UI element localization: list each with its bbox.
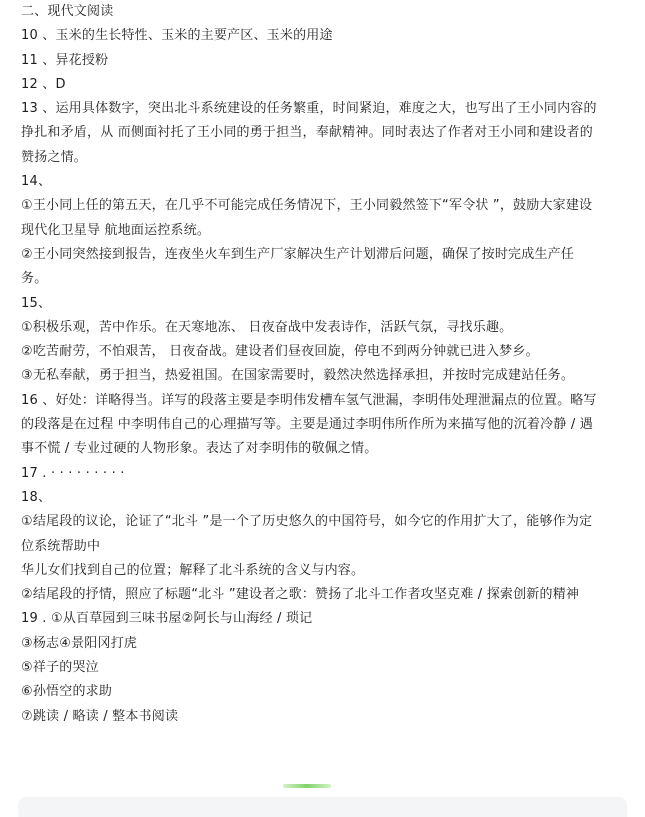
answer-15-heading: 15、 (21, 295, 52, 311)
answer-13-line-1: 13 、运用具体数字，突出北斗系统建设的任务繁重，时间紧迫，难度之大，也写出了王小同内容的 (21, 101, 597, 117)
answer-18-item-1-line-3: 华儿女们找到自己的位置；解释了北斗系统的含义与内容。 (21, 562, 365, 578)
answer-15-item-1: ①积极乐观，苦中作乐。在天寒地冻、 日夜奋战中发表诗作，活跃气氛，寻找乐趣。 (21, 319, 513, 335)
footer-bar (18, 797, 627, 817)
answer-17: 17 . · · · · · · · · · (21, 465, 125, 481)
answer-18-item-2: ②结尾段的抒情，照应了标题“北斗 ”建设者之歌：赞扬了北斗工作者攻坚克难 / 探索创新的精神 (21, 587, 580, 603)
answer-14-item-2-line-2: 务。 (21, 271, 48, 287)
green-divider (283, 784, 331, 788)
answer-14-item-2-line-1: ②王小同突然接到报告，连夜坐火车到生产厂家解决生产计划滞后问题，确保了按时完成生产任 (21, 246, 575, 262)
answer-16-line-3: 事不慌 / 专业过硬的人物形象。表达了对李明伟的敬佩之情。 (21, 441, 378, 457)
answer-19-line-4: ⑥孙悟空的求助 (21, 684, 113, 700)
answer-14-item-1-line-2: 现代化卫星导 航地面运控系统。 (21, 222, 211, 238)
answer-16-line-2: 的段落是在过程 中李明伟自己的心理描写等。主要是通过李明伟所作所为来描写他的沉着冷静 / 遇 (21, 417, 593, 433)
answer-15-item-3: ③无私奉献，勇于担当，热爱祖国。在国家需要时，毅然决然选择承担，并按时完成建站任务。 (21, 368, 575, 384)
answer-19-line-3: ⑤祥子的哭泣 (21, 660, 99, 676)
answer-19-line-5: ⑦跳读 / 略读 / 整本书阅读 (21, 708, 179, 724)
answer-15-item-2: ②吃苦耐劳，不怕艰苦， 日夜奋战。建设者们昼夜回旋，停电不到两分钟就已进入梦乡。 (21, 344, 539, 360)
answer-19-line-1: 19 . ①从百草园到三味书屋②阿长与山海经 / 琐记 (21, 611, 313, 627)
answer-13-line-2: 挣扎和矛盾，从 而侧面衬托了王小同的勇于担当，奉献精神。同时表达了作者对王小同和建设者的 (21, 125, 593, 141)
answer-11: 11 、异花授粉 (21, 52, 109, 68)
answer-10: 10 、玉米的生长特性、玉米的主要产区、玉米的用途 (21, 28, 333, 44)
answer-14-item-1-line-1: ①王小同上任的第五天，在几乎不可能完成任务情况下，王小同毅然签下“军令状 ”，鼓励大家建设 (21, 198, 593, 214)
answer-16-line-1: 16 、好处：详略得当。详写的段落主要是李明伟发槽车氢气泄漏，李明伟处理泄漏点的位置。略写 (21, 392, 597, 408)
answer-18-item-1-line-2: 位系统帮助中 (21, 538, 101, 554)
answer-14-heading: 14、 (21, 174, 52, 190)
section-heading: 二、现代文阅读 (21, 4, 114, 19)
answer-12: 12 、D (21, 76, 66, 92)
answer-13-line-3: 赞扬之情。 (21, 149, 88, 165)
answer-document (21, 0, 633, 729)
answer-18-item-1-line-1: ①结尾段的议论，论证了“北斗 ”是一个了历史悠久的中国符号，如今它的作用扩大了，能够作为定 (21, 514, 593, 530)
answer-18-heading: 18、 (21, 489, 52, 505)
answer-19-line-2: ③杨志④景阳冈打虎 (21, 635, 138, 651)
